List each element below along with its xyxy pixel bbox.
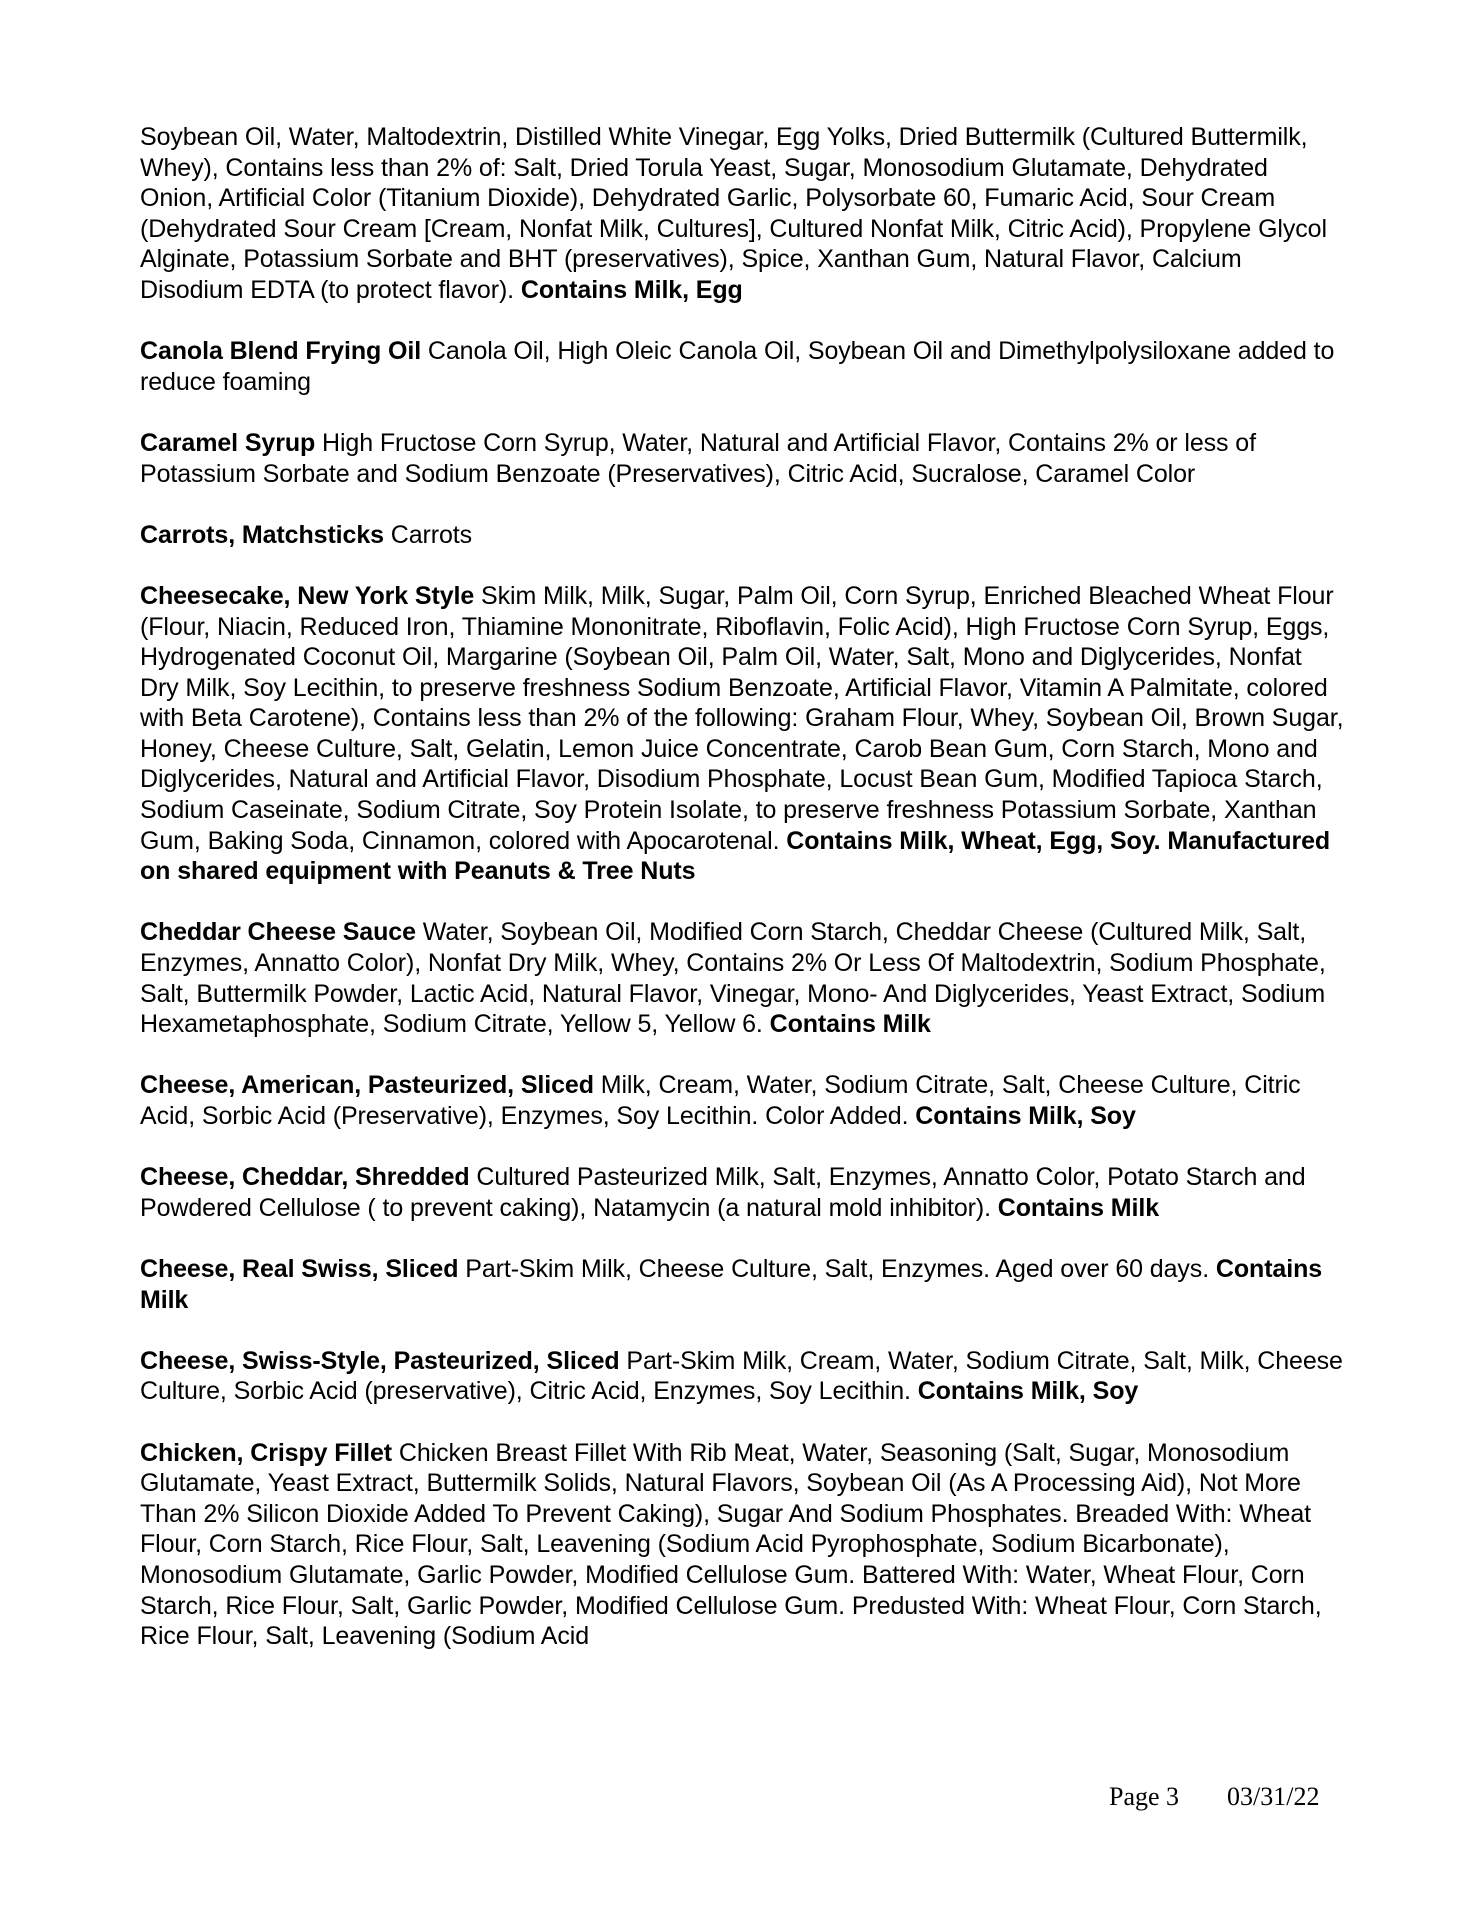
entry-name: Cheddar Cheese Sauce	[140, 918, 416, 947]
entry-ingredients: Soybean Oil, Water, Maltodextrin, Distilled White Vinegar, Egg Yolks, Dried Buttermilk (Cultured Buttermilk, Whey), Contains less than 2% of: Salt, Dried Torula Yeast, Sugar, Monosodium Glutamate, Dehydrated Onion, Artificial Color (Titanium Dioxide), Dehydrated Garlic, Polysorbate 60, Fumaric Acid, Sour Cream (Dehydrated Sour Cream [Cream, Nonfat Milk, Cultures], Cultured Nonfat Milk, Citric Acid), Propylene Glycol Alginate, Potassium Sorbate and BHT (preservatives), Spice, Xanthan Gum, Natural Flavor, Calcium Disodium EDTA (to protect flavor).	[140, 123, 1327, 304]
entry-name: Cheesecake, New York Style	[140, 581, 475, 610]
entry-allergen: Contains Milk, Egg	[520, 275, 743, 304]
page-number: Page 3	[1109, 1782, 1180, 1811]
entry-name: Carrots, Matchsticks	[140, 520, 384, 549]
entry-name: Chicken, Crispy Fillet	[140, 1438, 393, 1467]
entry-ingredients: Skim Milk, Milk, Sugar, Palm Oil, Corn Syrup, Enriched Bleached Wheat Flour (Flour, Niacin, Reduced Iron, Thiamine Mononitrate, Riboflavin, Folic Acid), High Fructose Corn Syrup, Eggs, Hydrogenated Coconut Oil, Margarine (Soybean Oil, Palm Oil, Water, Salt, Mono and Diglycerides, Nonfat Dry Milk, Soy Lecithin, to preserve freshness Sodium Benzoate, Artificial Flavor, Vitamin A Palmitate, colored with Beta Carotene), Contains less than 2% of the following: Graham Flour, Whey, Soybean Oil, Brown Sugar, Honey, Cheese Culture, Salt, Gelatin, Lemon Juice Concentrate, Carob Bean Gum, Corn Starch, Mono and Diglycerides, Natural and Artificial Flavor, Disodium Phosphate, Locust Bean Gum, Modified Tapioca Starch, Sodium Caseinate, Sodium Citrate, Soy Protein Isolate, to preserve freshness Potassium Sorbate, Xanthan Gum, Baking Soda, Cinnamon, colored with Apocarotenal.	[140, 581, 1344, 855]
entry-allergen: Contains Milk	[140, 1254, 1323, 1314]
entry-cheddar-cheese-sauce	[140, 917, 1345, 1039]
entry-dressing	[140, 122, 1345, 306]
entry-name: Canola Blend Frying Oil	[140, 337, 422, 366]
entry-ingredients: Cultured Pasteurized Milk, Salt, Enzymes, Annatto Color, Potato Starch and Powdered Cellulose ( to prevent caking), Natamycin (a natural mold inhibitor).	[140, 1163, 1306, 1222]
page-footer	[1109, 1782, 1320, 1812]
entry-cheesecake-new-york-style	[140, 581, 1345, 887]
entry-ingredients: Carrots	[383, 520, 473, 549]
entry-chicken-crispy-fillet	[140, 1438, 1345, 1652]
entry-allergen: Contains Milk	[997, 1193, 1159, 1222]
entry-name: Cheese, American, Pasteurized, Sliced	[140, 1071, 594, 1100]
entry-ingredients: Canola Oil, High Oleic Canola Oil, Soybean Oil and Dimethylpolysiloxane added to reduce foaming	[140, 337, 1335, 396]
entry-caramel-syrup	[140, 428, 1345, 489]
entry-cheese-real-swiss	[140, 1254, 1345, 1315]
entry-name: Caramel Syrup	[140, 428, 316, 457]
entry-ingredients: Milk, Cream, Water, Sodium Citrate, Salt, Cheese Culture, Citric Acid, Sorbic Acid (Preservative), Enzymes, Soy Lecithin. Color Added.	[140, 1071, 1301, 1130]
entry-name: Cheese, Cheddar, Shredded	[140, 1163, 470, 1192]
entry-name: Cheese, Real Swiss, Sliced	[140, 1254, 459, 1283]
ingredient-list	[140, 122, 1345, 1682]
entry-carrots-matchsticks	[140, 520, 1345, 551]
entry-name: Cheese, Swiss-Style, Pasteurized, Sliced	[140, 1346, 620, 1375]
entry-cheese-american	[140, 1070, 1345, 1131]
entry-allergen: Contains Milk, Soy	[917, 1377, 1139, 1406]
entry-ingredients: Part-Skim Milk, Cheese Culture, Salt, Enzymes. Aged over 60 days.	[458, 1254, 1216, 1283]
entry-cheese-cheddar-shredded	[140, 1162, 1345, 1223]
entry-ingredients: Water, Soybean Oil, Modified Corn Starch, Cheddar Cheese (Cultured Milk, Salt, Enzymes, Annatto Color), Nonfat Dry Milk, Whey, Contains 2% Or Less Of Maltodextrin, Sodium Phosphate, Salt, Buttermilk Powder, Lactic Acid, Natural Flavor, Vinegar, Mono- And Diglycerides, Yeast Extract, Sodium Hexametaphosphate, Sodium Citrate, Yellow 5, Yellow 6.	[140, 918, 1326, 1039]
footer-date: 03/31/22	[1227, 1782, 1320, 1811]
entry-allergen: Contains Milk, Soy	[915, 1102, 1136, 1130]
entry-ingredients: Part-Skim Milk, Cream, Water, Sodium Citrate, Salt, Milk, Cheese Culture, Sorbic Acid (preservative), Citric Acid, Enzymes, Soy Lecithin.	[140, 1346, 1343, 1406]
entry-ingredients: High Fructose Corn Syrup, Water, Natural and Artificial Flavor, Contains 2% or less of Potassium Sorbate and Sodium Benzoate (Preservatives), Citric Acid, Sucralose, Caramel Color	[140, 428, 1256, 488]
entry-canola-blend-frying-oil	[140, 336, 1345, 397]
entry-allergen: Contains Milk	[769, 1010, 931, 1039]
entry-ingredients: Chicken Breast Fillet With Rib Meat, Water, Seasoning (Salt, Sugar, Monosodium Glutamate, Yeast Extract, Buttermilk Solids, Natural Flavors, Soybean Oil (As A Processing Aid), Not More Than 2% Silicon Dioxide Added To Prevent Caking), Sugar And Sodium Phosphates. Breaded With: Wheat Flour, Corn Starch, Rice Flour, Salt, Leavening (Sodium Acid Pyrophosphate, Sodium Bicarbonate), Monosodium Glutamate, Garlic Powder, Modified Cellulose Gum. Battered With: Water, Wheat Flour, Corn Starch, Rice Flour, Salt, Garlic Powder, Modified Cellulose Gum. Predusted With: Wheat Flour, Corn Starch, Rice Flour, Salt, Leavening (Sodium Acid	[140, 1438, 1322, 1651]
entry-cheese-swiss-style	[140, 1346, 1345, 1407]
entry-allergen: Contains Milk, Wheat, Egg, Soy. Manufactured on shared equipment with Peanuts & Tree Nuts	[140, 826, 1331, 886]
